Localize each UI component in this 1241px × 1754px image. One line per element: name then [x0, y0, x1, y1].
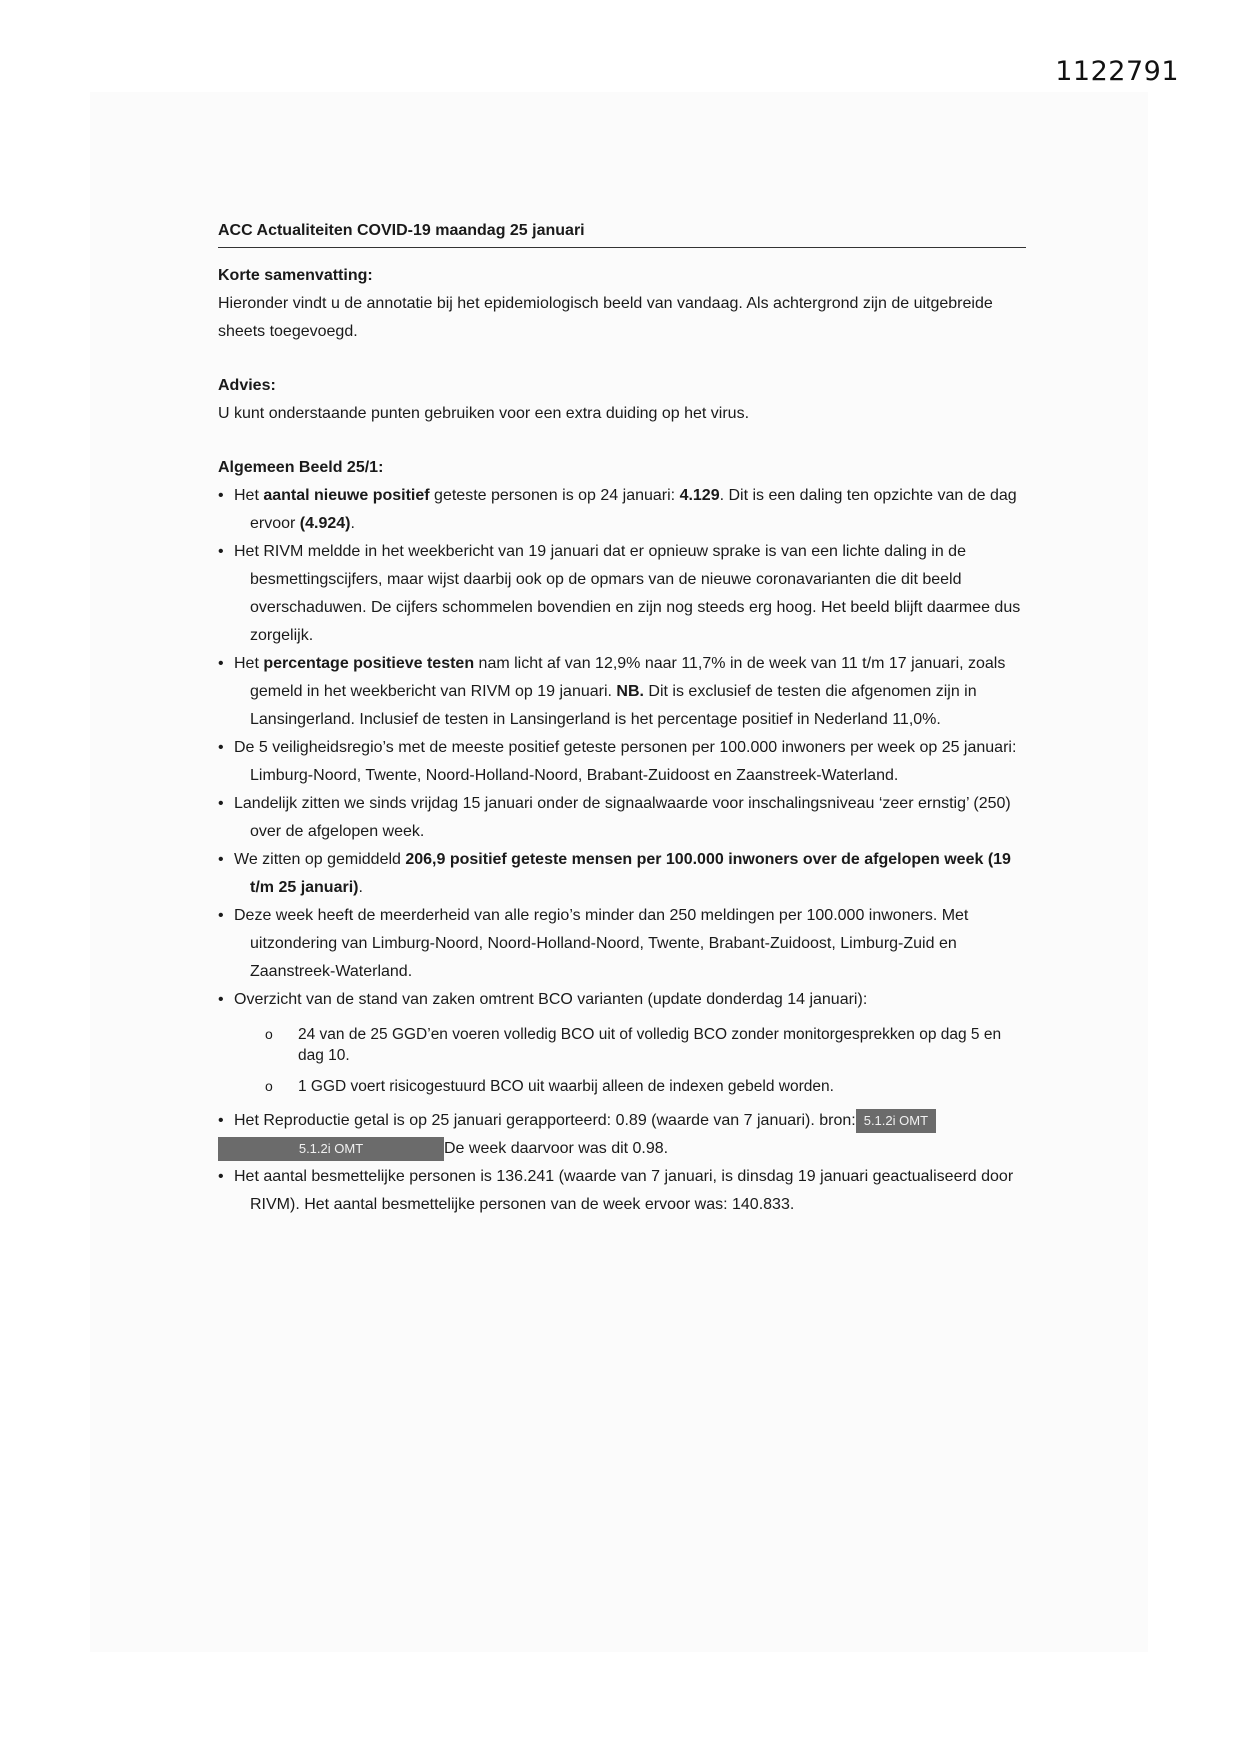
bullet-percentage-positive: • Het percentage positieve testen nam licht af van 12,9% naar 11,7% in de week van 11 t/m 17 januari, zoals gemeld in het weekbericht van RIVM op 19 januari. NB. Dit is exclusief de testen die afgenomen zijn in Lansingerland. Inclusief de testen in Lansingerland is het percentage positief in Nederland 11,0%. — [218, 650, 1026, 734]
general-heading: Algemeen Beeld 25/1: — [218, 459, 384, 476]
general-bullet-list — [218, 482, 1026, 1219]
bullet-region-majority: • Deze week heeft de meerderheid van alle regio’s minder dan 250 meldingen per 100.000 inwoners. Met uitzondering van Limburg-Noord, Noord-Holland-Noord, Twente, Brabant-Zuidoost, Limburg-Zuid en Zaanstreek-Waterland. — [218, 902, 1026, 986]
bco-sub-item: o 1 GGD voert risicogestuurd BCO uit waarbij alleen de indexen gebeld worden. — [250, 1076, 1026, 1097]
bullet-infectious-persons: • Het aantal besmettelijke personen is 136.241 (waarde van 7 januari, is dinsdag 19 januari geactualiseerd door RIVM). Het aantal besmettelijke personen van de week ervoor was: 140.833. — [218, 1163, 1026, 1219]
bullet-rivm-weekly: • Het RIVM meldde in het weekbericht van 19 januari dat er opnieuw sprake is van een lichte daling in de besmettingscijfers, maar wijst daarbij ook op de opmars van de nieuwe coronavarianten die dit beeld overschaduwen. De cijfers schommelen bovendien en zijn nog steeds erg hoog. Het beeld blijft daarmee dus zorgelijk. — [218, 538, 1026, 650]
document-title: ACC Actualiteiten COVID-19 maandag 25 januari — [218, 219, 1026, 248]
bco-sub-list — [250, 1024, 1026, 1097]
document-number: 1122791 — [1055, 56, 1179, 87]
bco-sub-item: o 24 van de 25 GGD’en voeren volledig BCO uit of volledig BCO zonder monitorgesprekken op dag 5 en dag 10. — [250, 1024, 1026, 1066]
redaction-box: 5.1.2i OMT — [856, 1109, 936, 1133]
advice-heading: Advies: — [218, 377, 276, 394]
bullet-new-positives: • Het aantal nieuwe positief geteste personen is op 24 januari: 4.129. Dit is een daling ten opzichte van de dag ervoor (4.924). — [218, 482, 1026, 538]
bullet-reproduction-number: • Het Reproductie getal is op 25 januari gerapporteerd: 0.89 (waarde van 7 januari). bron: 5.1.2i OMT 5.1.2i OMT De week daarvoor was dit 0.98. — [218, 1107, 1026, 1163]
redaction-box: 5.1.2i OMT — [218, 1137, 444, 1161]
bullet-bco-overview: • Overzicht van de stand van zaken omtrent BCO varianten (update donderdag 14 januari): o 24 van de 25 GGD’en voeren volledig BCO uit of volledig BCO zonder monitorgesprekken op dag 5 en dag 10. o 1 GGD voert risicogestuurd BCO uit waarbij alleen de indexen gebeld worden. — [218, 986, 1026, 1097]
bullet-signal-value: • Landelijk zitten we sinds vrijdag 15 januari onder de signaalwaarde voor inschalingsniveau ‘zeer ernstig’ (250) over de afgelopen week. — [218, 790, 1026, 846]
summary-heading: Korte samenvatting: — [218, 267, 373, 284]
advice-text: U kunt onderstaande punten gebruiken voor een extra duiding op het virus. — [218, 405, 750, 422]
document-body — [218, 219, 1026, 1219]
summary-text: Hieronder vindt u de annotatie bij het epidemiologisch beeld van vandaag. Als achtergrond zijn de uitgebreide sheets toegevoegd. — [218, 295, 993, 340]
bullet-average-positive: • We zitten op gemiddeld 206,9 positief geteste mensen per 100.000 inwoners over de afgelopen week (19 t/m 25 januari). — [218, 846, 1026, 902]
bullet-top-regions: • De 5 veiligheidsregio’s met de meeste positief geteste personen per 100.000 inwoners per week op 25 januari: Limburg-Noord, Twente, Noord-Holland-Noord, Brabant-Zuidoost en Zaanstreek-Waterland. — [218, 734, 1026, 790]
